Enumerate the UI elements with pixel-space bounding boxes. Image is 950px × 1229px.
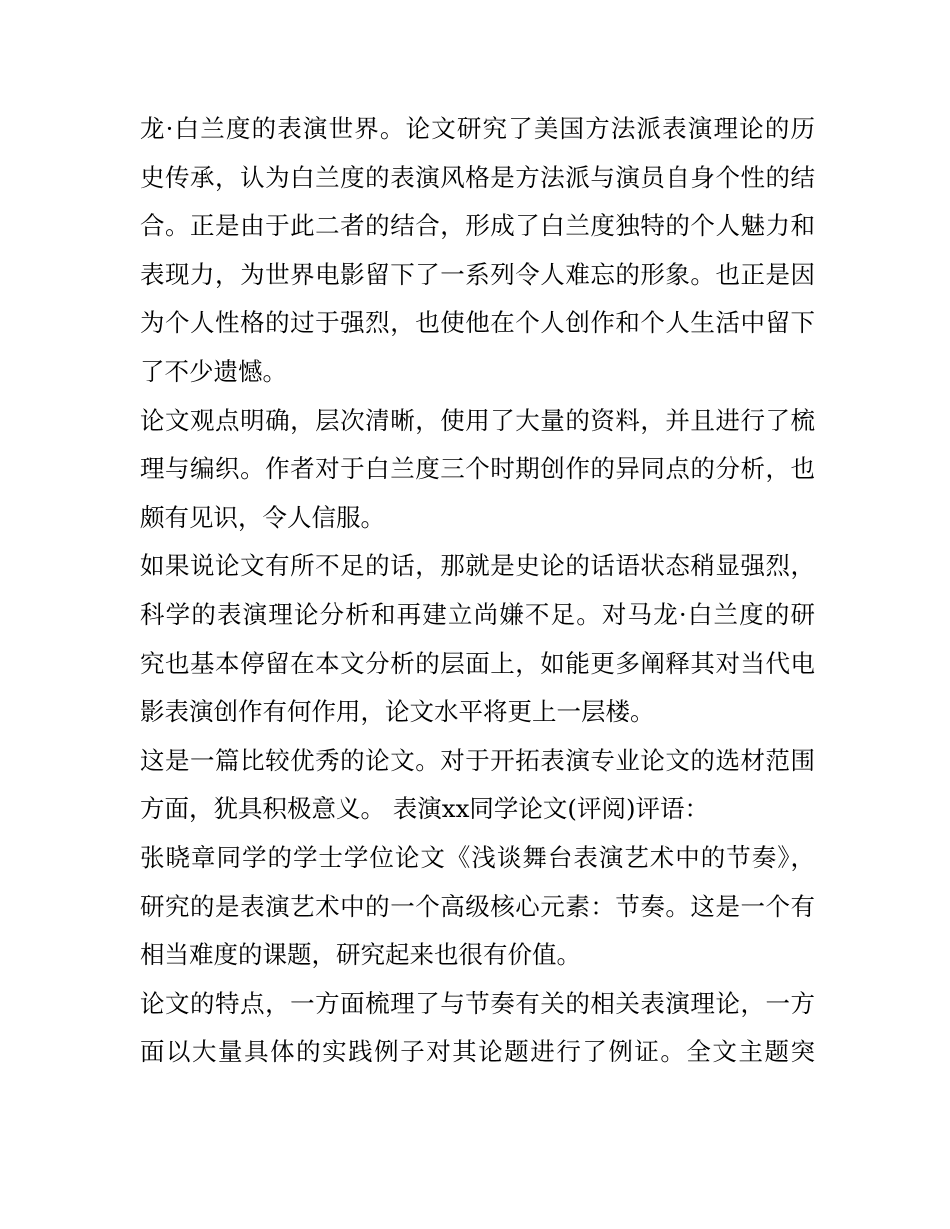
text-line: 合。正是由于此二者的结合，形成了白兰度独特的个人魅力和 bbox=[140, 211, 815, 241]
paragraph-3 bbox=[140, 542, 815, 736]
text-line: 论文观点明确，层次清晰，使用了大量的资料，并且进行了梳 bbox=[140, 405, 815, 435]
paragraph-4 bbox=[140, 737, 815, 834]
text-line: 科学的表演理论分析和再建立尚嫌不足。对马龙·白兰度的研 bbox=[140, 599, 815, 629]
text-line: 究也基本停留在本文分析的层面上，如能更多阐释其对当代电 bbox=[140, 648, 815, 678]
text-line: 如果说论文有所不足的话，那就是史论的话语状态稍显强烈， bbox=[140, 551, 815, 581]
text-line: 颇有见识，令人信服。 bbox=[140, 502, 385, 532]
text-line: 相当难度的课题，研究起来也很有价值。 bbox=[140, 940, 581, 970]
text-line: 面以大量具体的实践例子对其论题进行了例证。全文主题突 bbox=[140, 1037, 815, 1067]
text-line: 史传承，认为白兰度的表演风格是方法派与演员自身个性的结 bbox=[140, 162, 815, 192]
paragraph-6 bbox=[140, 980, 815, 1077]
text-line: 理与编织。作者对于白兰度三个时期创作的异同点的分析，也 bbox=[140, 454, 815, 484]
paragraph-1 bbox=[140, 105, 815, 397]
paragraph-2 bbox=[140, 397, 815, 543]
text-line: 研究的是表演艺术中的一个高级核心元素：节奏。这是一个有 bbox=[140, 891, 815, 921]
text-line: 为个人性格的过于强烈，也使他在个人创作和个人生活中留下 bbox=[140, 308, 815, 338]
text-line: 张晓章同学的学士学位论文《浅谈舞台表演艺术中的节奏》， bbox=[140, 842, 815, 872]
text-line: 表现力，为世界电影留下了一系列令人难忘的形象。也正是因 bbox=[140, 259, 815, 289]
text-line: 方面，犹具积极意义。 表演xx同学论文(评阅)评语： bbox=[140, 794, 710, 824]
text-line: 影表演创作有何作用，论文水平将更上一层楼。 bbox=[140, 697, 655, 727]
text-line: 了不少遗憾。 bbox=[140, 356, 287, 386]
text-line: 这是一篇比较优秀的论文。对于开拓表演专业论文的选材范围 bbox=[140, 745, 815, 775]
paragraph-5 bbox=[140, 834, 815, 980]
document-body bbox=[140, 105, 815, 1077]
text-line: 论文的特点，一方面梳理了与节奏有关的相关表演理论，一方 bbox=[140, 988, 815, 1018]
text-line: 龙·白兰度的表演世界。论文研究了美国方法派表演理论的历 bbox=[140, 114, 815, 143]
